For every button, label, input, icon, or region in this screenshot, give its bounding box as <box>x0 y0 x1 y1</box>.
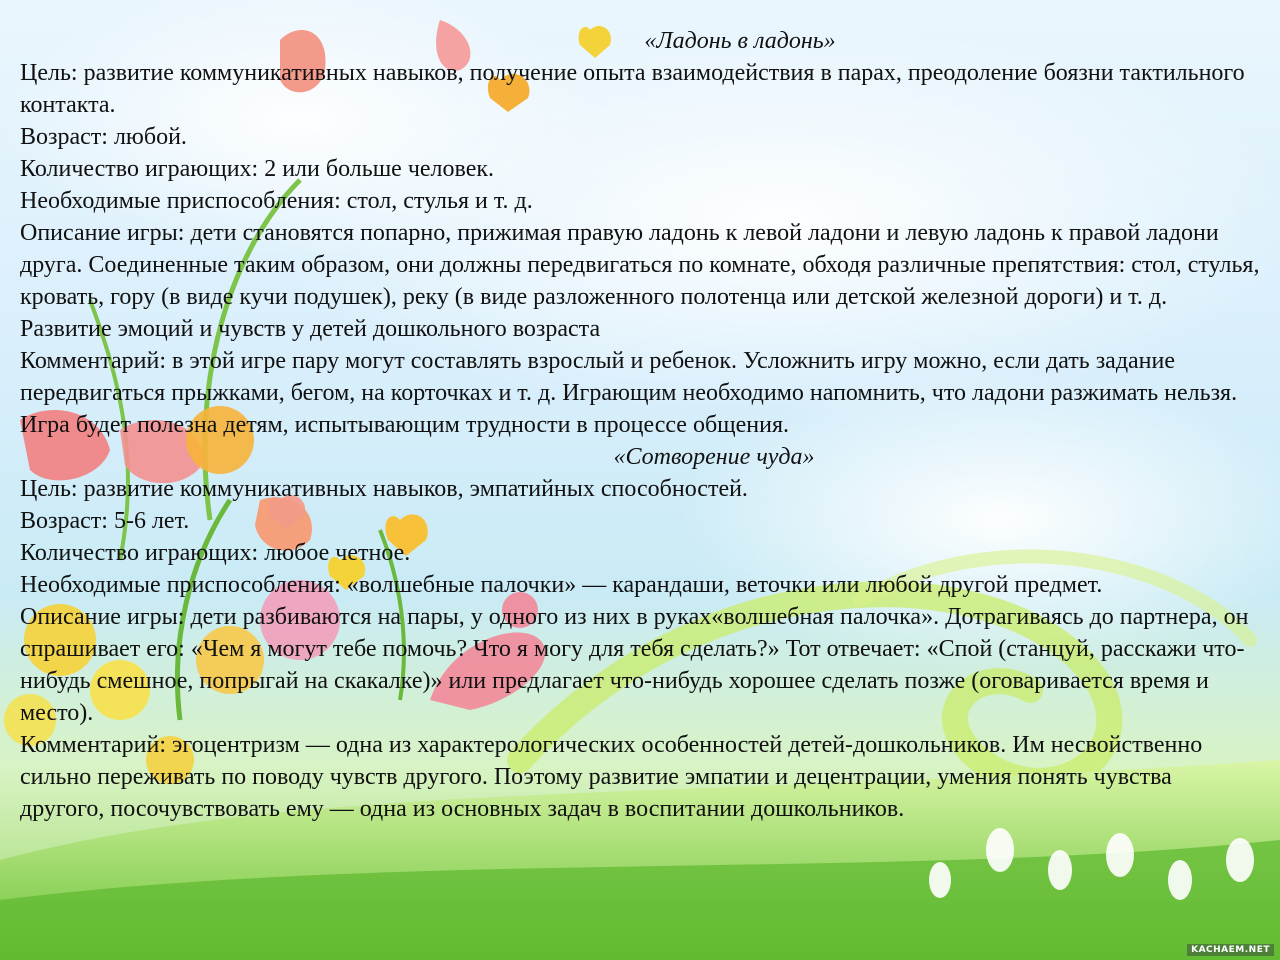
description-line: Описание игры: дети разбиваются на пары, у одного из них в руках«волшебная палочка». Дотрагиваясь до партнера, он спрашивает его: «Чем я могут тебе помочь? Что я могу для тебя сделать?» Тот отвечает: «Спой (станцуй, расскажи что-нибудь смешное, попрыгай на скакалке)» или предлагает что-нибудь хорошее сделать позже (оговаривается время и место). <box>20 604 1249 726</box>
white-flower <box>1226 838 1254 882</box>
players-line: Количество играющих: 2 или больше человек. <box>20 156 495 182</box>
game-title: «Сотворение чуда» <box>613 444 815 470</box>
age-line: Возраст: 5-6 лет. <box>20 508 190 534</box>
description-line: Описание игры: дети становятся попарно, прижимая правую ладонь к левой ладони и левую ладонь к правой ладони друга. Соединенные таким образом, они должны передвигаться по комнате, обходя различные препятствия: стол, стулья, кровать, гору (в виде кучи подушек), реку (в виде разложенного полотенца или детской железной дороги) и т. д. <box>20 220 1260 310</box>
note-line: Игра будет полезна детям, испытывающим трудности в процессе общения. <box>20 412 790 438</box>
game-section-1 <box>20 25 1260 441</box>
equipment-line: Необходимые приспособления: стол, стулья и т. д. <box>20 188 533 214</box>
age-line: Возраст: любой. <box>20 124 187 150</box>
goal-line: Цель: развитие коммуникативных навыков, эмпатийных способностей. <box>20 476 748 502</box>
equipment-line: Необходимые приспособления: «волшебные палочки» — карандаши, веточки или любой другой предмет. <box>20 572 1103 598</box>
white-flower <box>1106 833 1134 877</box>
watermark-label: KACHAEM.NET <box>1187 944 1274 956</box>
subheading-line: Развитие эмоций и чувств у детей дошкольного возраста <box>20 316 601 342</box>
comment-line: Комментарий: эгоцентризм — одна из характерологических особенностей детей-дошкольников. Им несвойственно сильно переживать по поводу чувств другого. Поэтому развитие эмпатии и децентрации, умения понять чувства другого, посочувствовать ему — одна из основных задач в воспитании дошкольников. <box>20 732 1203 822</box>
comment-line: Комментарий: в этой игре пару могут составлять взрослый и ребенок. Усложнить игру можно, если дать задание передвигаться прыжками, бегом, на корточках и т. д. Играющим необходимо напомнить, что ладони разжимать нельзя. <box>20 348 1238 406</box>
game-title: «Ладонь в ладонь» <box>644 28 836 54</box>
document-content <box>20 25 1260 825</box>
white-flower <box>1168 860 1192 900</box>
players-line: Количество играющих: любое четное. <box>20 540 411 566</box>
white-flower <box>986 828 1014 872</box>
white-flower <box>929 862 951 898</box>
game-section-2 <box>20 441 1260 825</box>
goal-line: Цель: развитие коммуникативных навыков, получение опыта взаимодействия в парах, преодоление боязни тактильного контакта. <box>20 60 1245 118</box>
white-flower <box>1048 850 1072 890</box>
